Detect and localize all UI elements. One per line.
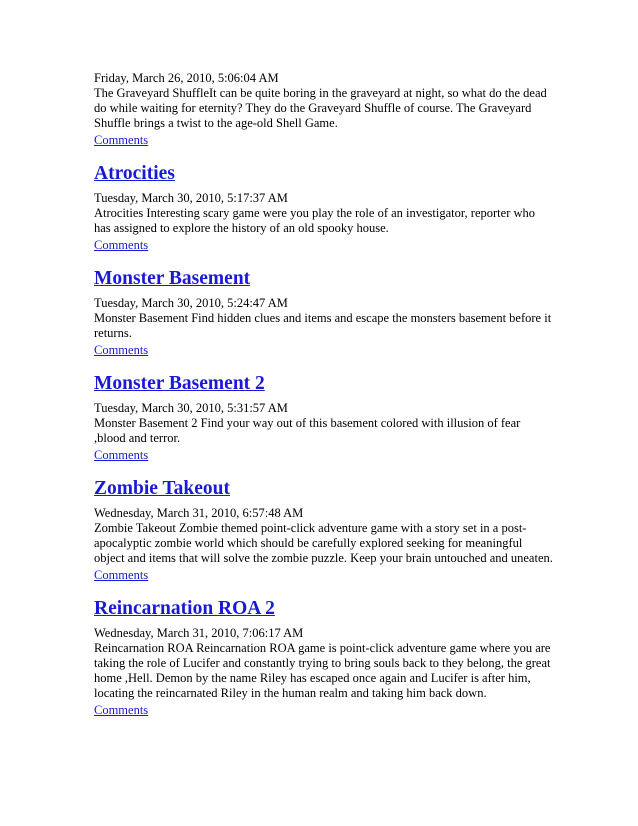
- post-body: Monster Basement 2 Find your way out of this basement colored with illusion of fear ,blood and terror.: [94, 416, 521, 445]
- post-atrocities: [94, 162, 554, 254]
- blog-page: [94, 71, 554, 719]
- post-date: Wednesday, March 31, 2010, 6:57:48 AM: [94, 506, 304, 520]
- post-reincarnation-roa-2: [94, 597, 554, 719]
- post-title[interactable]: Monster Basement: [94, 268, 251, 289]
- comments-link[interactable]: Comments: [94, 238, 149, 252]
- post-date: Friday, March 26, 2010, 5:06:04 AM: [94, 71, 279, 85]
- comments-link[interactable]: Comments: [94, 133, 149, 147]
- post-body: Atrocities Interesting scary game were you play the role of an investigator, reporter who has assigned to explore the history of an old spooky house.: [94, 206, 536, 235]
- comments-link[interactable]: Comments: [94, 703, 149, 717]
- comments-link[interactable]: Comments: [94, 448, 149, 462]
- post-title[interactable]: Monster Basement 2: [94, 373, 265, 394]
- post-title[interactable]: Atrocities: [94, 163, 175, 184]
- post-monster-basement-2: [94, 372, 554, 464]
- post-zombie-takeout: [94, 477, 554, 584]
- post-date: Tuesday, March 30, 2010, 5:24:47 AM: [94, 296, 288, 310]
- comments-link[interactable]: Comments: [94, 568, 149, 582]
- post-body: Monster Basement Find hidden clues and items and escape the monsters basement before it returns.: [94, 311, 552, 340]
- post-body: Reincarnation ROA Reincarnation ROA game is point-click adventure game where you are taking the role of Lucifer and constantly trying to bring souls back to they belong, the great home ,Hell. Demon by the name Riley has escaped once again and Lucifer is after him, locating the reincarnated Riley in the human realm and taking him back down.: [94, 641, 551, 700]
- post-body: The Graveyard ShuffleIt can be quite boring in the graveyard at night, so what do the dead do while waiting for eternity? They do the Graveyard Shuffle of course. The Graveyard Shuffle brings a twist to the age-old Shell Game.: [94, 86, 547, 130]
- post-date: Tuesday, March 30, 2010, 5:17:37 AM: [94, 191, 288, 205]
- comments-link[interactable]: Comments: [94, 343, 149, 357]
- post-monster-basement: [94, 267, 554, 359]
- post-title[interactable]: Reincarnation ROA 2: [94, 598, 275, 619]
- post-date: Wednesday, March 31, 2010, 7:06:17 AM: [94, 626, 304, 640]
- post-title[interactable]: Zombie Takeout: [94, 478, 230, 499]
- post-body: Zombie Takeout Zombie themed point-click adventure game with a story set in a post-apocalyptic zombie world which should be carefully explored seeking for meaningful object and items that will solve the zombie puzzle. Keep your brain untouched and uneaten.: [94, 521, 553, 565]
- post-date: Tuesday, March 30, 2010, 5:31:57 AM: [94, 401, 288, 415]
- post-graveyard-shuffle: [94, 71, 554, 149]
